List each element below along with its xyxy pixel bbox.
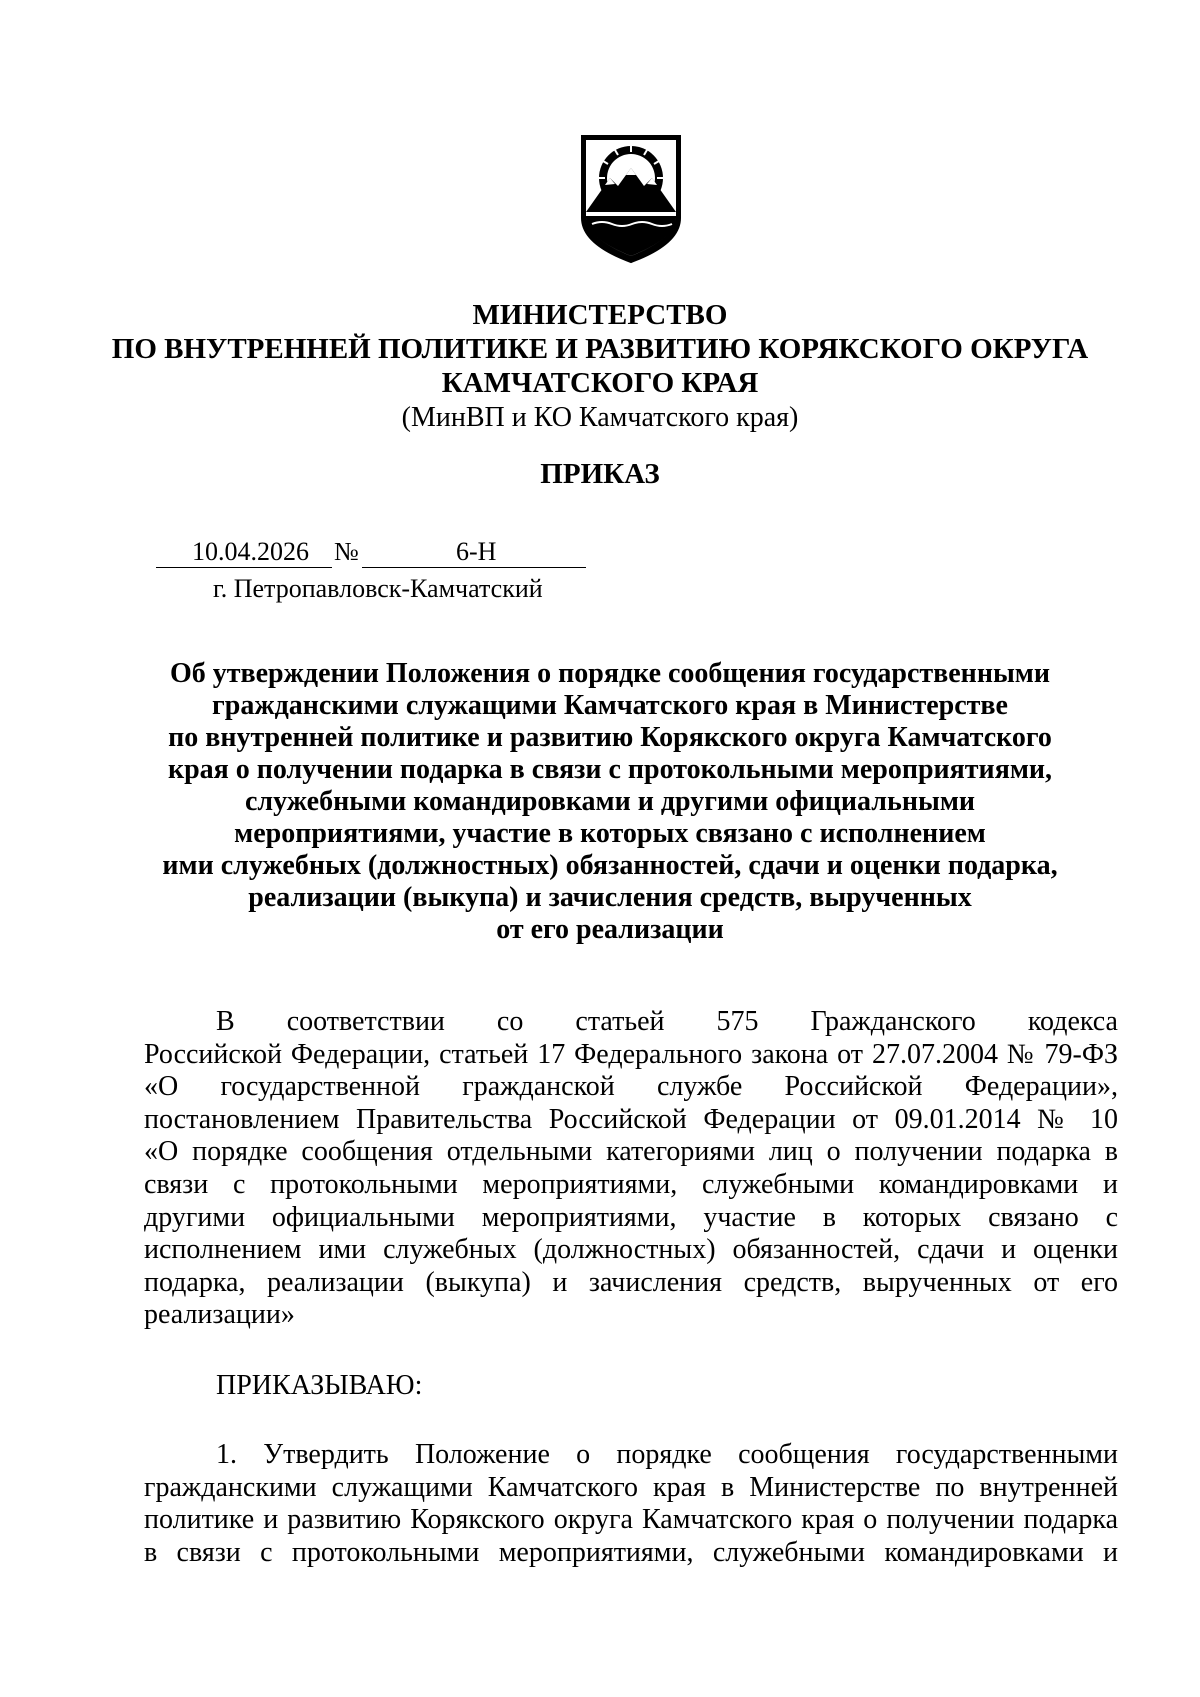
document-title-line: от его реализации [496, 914, 724, 945]
document-title-line: мероприятиями, участие в которых связано с исполнением [234, 818, 986, 849]
number-sign: № [334, 537, 359, 566]
preamble-line: исполнением ими служебных (должностных) обязанностей, сдачи и оценки [144, 1234, 1118, 1266]
order-directive: ПРИКАЗЫВАЮ: [216, 1370, 423, 1401]
document-title-line: гражданскими служащими Камчатского края в Министерстве [212, 690, 1008, 721]
order-number: 6-Н [456, 537, 497, 566]
ministry-name-line-3: КАМЧАТСКОГО КРАЯ [441, 367, 759, 399]
item-1-line: в связи с протокольными мероприятиями, служебными командировками и [144, 1536, 1118, 1568]
item-1-line: гражданскими служащими Камчатского края в Министерстве по внутренней [144, 1471, 1118, 1503]
preamble-line: «О порядке сообщения отдельными категориями лиц о получении подарка в [144, 1136, 1118, 1168]
preamble-line: «О государственной гражданской службе Российской Федерации», [144, 1071, 1118, 1103]
ministry-header [100, 298, 1100, 436]
document-title-line: ими служебных (должностных) обязанностей, сдачи и оценки подарка, [162, 850, 1058, 881]
preamble-line: постановлением Правительства Российской Федерации от 09.01.2014 № 10 [144, 1103, 1118, 1135]
document-title-line: служебными командировками и другими официальными [244, 786, 976, 817]
preamble-paragraph [144, 1006, 1118, 1332]
order-date: 10.04.2026 [192, 537, 309, 566]
preamble-line: другими официальными мероприятиями, участие в которых связано с [144, 1201, 1118, 1233]
ministry-name-line-2: ПО ВНУТРЕННЕЙ ПОЛИТИКЕ И РАЗВИТИЮ КОРЯКСКОГО ОКРУГА [111, 333, 1089, 365]
document-title-line: Об утверждении Положения о порядке сообщения государственными [169, 658, 1051, 689]
document-title [150, 658, 1070, 946]
preamble-line: Российской Федерации, статьей 17 Федерального закона от 27.07.2004 № 79-ФЗ [144, 1038, 1118, 1070]
coat-of-arms-emblem [578, 132, 684, 264]
preamble-line: реализации» [144, 1299, 295, 1331]
city-name: г. Петропавловск-Камчатский [213, 574, 543, 603]
preamble-line: связи с протокольными мероприятиями, служебными командировками и [144, 1168, 1118, 1200]
document-title-line: края о получении подарка в связи с протокольными мероприятиями, [167, 754, 1053, 785]
item-1-paragraph [144, 1439, 1118, 1569]
item-1-line: политике и развитию Корякского округа Камчатского края о получении подарка [144, 1504, 1118, 1536]
preamble-line: В соответствии со статьей 575 Гражданского кодекса [216, 1006, 1118, 1037]
preamble-line: подарка, реализации (выкупа) и зачисления средств, вырученных от его [144, 1266, 1118, 1298]
document-title-line: по внутренней политике и развитию Корякского округа Камчатского [168, 722, 1052, 753]
document-title-line: реализации (выкупа) и зачисления средств, вырученных [248, 882, 972, 913]
date-number-line [156, 537, 586, 567]
ministry-abbreviation: (МинВП и КО Камчатского края) [401, 402, 799, 433]
item-1-line: 1. Утвердить Положение о порядке сообщения государственными [216, 1439, 1118, 1470]
ministry-name-line-1: МИНИСТЕРСТВО [472, 299, 728, 331]
order-title: ПРИКАЗ [540, 458, 660, 490]
